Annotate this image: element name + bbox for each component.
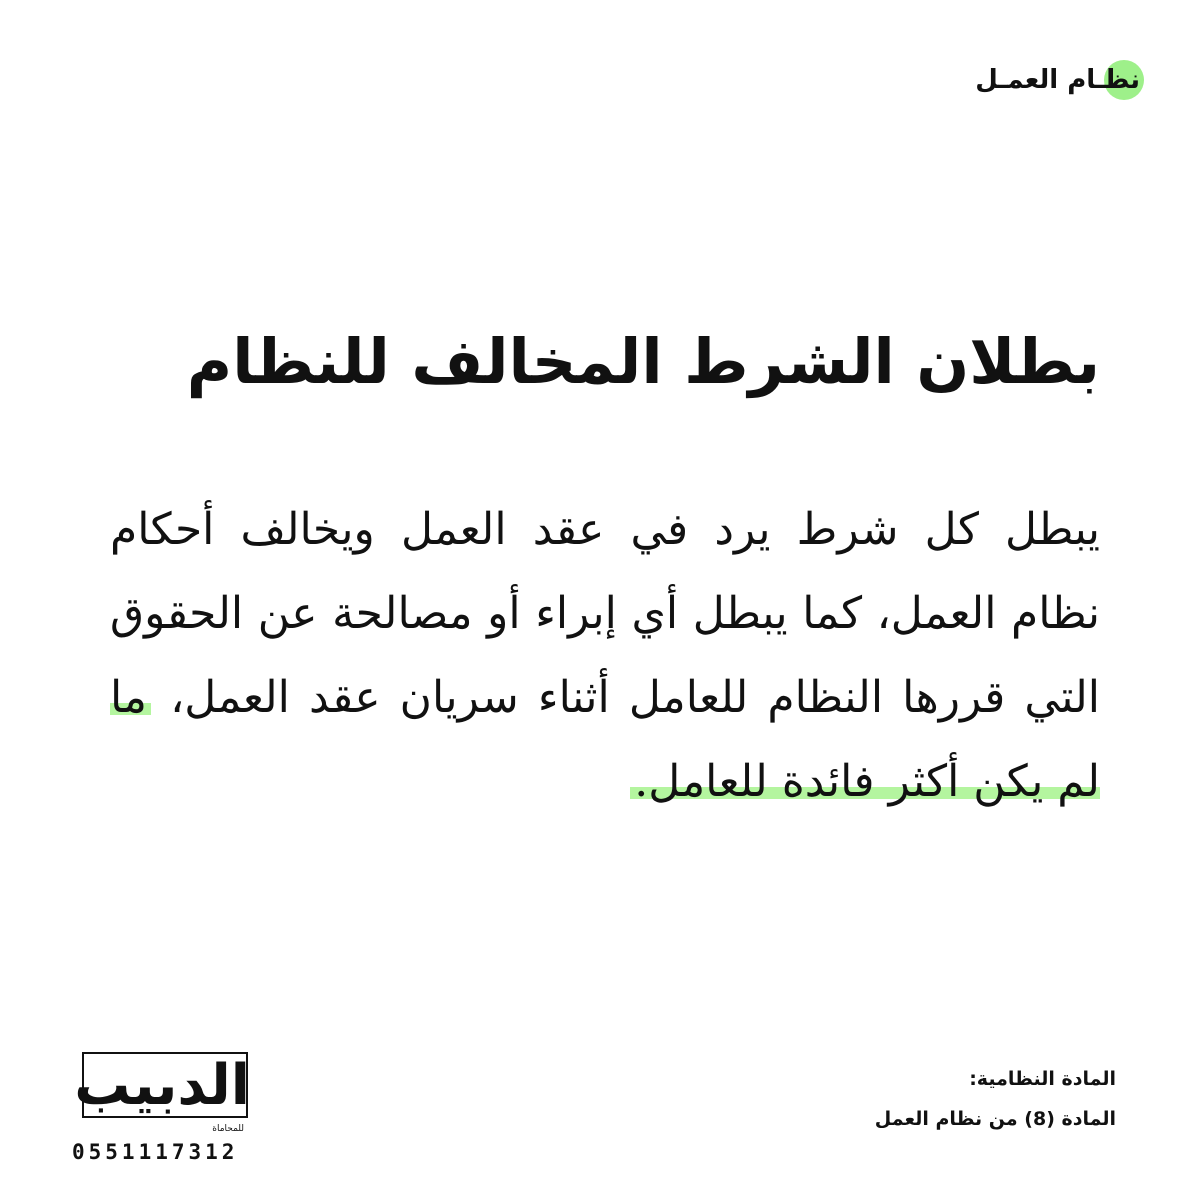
reference-value: المادة (8) من نظام العمل — [874, 1108, 1116, 1130]
article-body — [110, 488, 1100, 824]
legal-reference — [875, 1068, 1116, 1130]
page-title: بطلان الشرط المخالف للنظام — [186, 325, 1100, 398]
reference-label: المادة النظامية: — [969, 1068, 1116, 1090]
article-highlight-text: ما لم يكن أكثر فائدة للعامل. — [110, 672, 1100, 807]
article-main-text: يبطل كل شرط يرد في عقد العمل ويخالف أحكام نظام العمل، كما يبطل أي إبراء أو مصالحة عن الحقوق التي قررها النظام للعامل أثناء سريان عقد العمل، — [110, 504, 1100, 723]
logo-brand-name: الدبيب — [74, 1053, 250, 1118]
phone-number: 0551117312 — [72, 1140, 239, 1164]
category-text: نظـام العمـل — [975, 65, 1140, 95]
logo-subtitle: للمحاماة — [212, 1124, 244, 1134]
brand-logo — [46, 1052, 256, 1172]
category-label — [975, 58, 1140, 102]
